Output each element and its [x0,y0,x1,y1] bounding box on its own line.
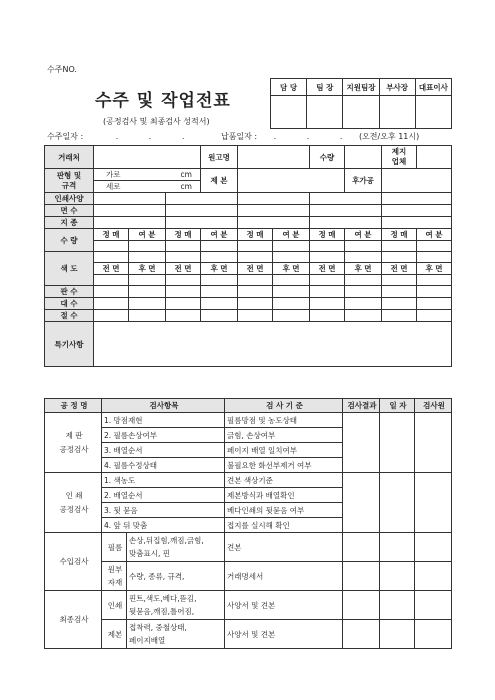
yeobun-label: 여 분 [417,229,452,241]
approval-sign-3[interactable] [343,96,379,129]
jeolsu-cell[interactable] [310,310,345,322]
front-label: 전 면 [382,263,417,275]
paper-cell[interactable] [166,217,238,229]
color-cell[interactable] [310,252,345,263]
color-cell[interactable] [345,275,382,286]
daesu-cell[interactable] [382,298,417,310]
print-spec-cell[interactable] [94,193,166,205]
height-unit: cm [180,182,192,191]
jeongmae-label: 정 매 [382,229,417,241]
jeongmae-label: 정 매 [310,229,345,241]
qty-cell[interactable] [94,241,129,252]
jeolsu-cell[interactable] [94,310,129,322]
plate-date[interactable] [380,413,415,473]
approval-sign-2[interactable] [307,96,343,129]
approval-col-3: 지원팀장 [343,79,379,96]
print-spec-cell[interactable] [382,193,452,205]
jeolsu-cell[interactable] [382,310,417,322]
plate-cell[interactable] [273,286,310,298]
film-item: 손상,뒤집힘,깨짐,긁힘, 맞춤표시, 핀 [127,533,225,562]
color-cell[interactable] [382,252,417,263]
back-label: 후 면 [129,263,166,275]
print-criteria: 접지를 실시해 확인 [225,518,343,533]
insp-header-result: 검사결과 [343,399,380,413]
insp-header-inspector: 검사원 [415,399,452,413]
daesu-cell[interactable] [238,298,273,310]
post-process-label: 후가공 [345,169,382,193]
daesu-cell[interactable] [273,298,310,310]
delivery-date-value[interactable]: . . . [273,132,357,141]
insp-header-process: 공 정 명 [45,399,102,413]
jeongmae-label: 정 매 [238,229,273,241]
plate-criteria: 필름망점 및 농도상태 [225,413,343,428]
pages-label: 면 수 [45,205,94,217]
final-print-criteria: 사양서 및 견본 [225,591,343,620]
binding-field[interactable] [238,169,345,193]
print-item: 3. 뒷 묻음 [102,503,225,518]
paper-label: 지 종 [45,217,94,229]
pages-cell[interactable] [382,205,452,217]
work-order-table [44,145,452,367]
insp-header-item: 검사항목 [102,399,225,413]
color-cell[interactable] [166,252,201,263]
qty-cell[interactable] [201,241,238,252]
front-label: 전 면 [166,263,201,275]
remarks-field[interactable] [94,322,452,367]
incoming-label: 수입검사 [45,533,102,591]
page-title: 수주 및 작업전표 [95,91,231,111]
front-label: 전 면 [310,263,345,275]
qty-cell[interactable] [238,241,273,252]
final-print-date[interactable] [380,591,415,620]
color-cell[interactable] [94,275,129,286]
raw-criteria: 거래명세서 [225,562,343,591]
final-bind-item: 접착력, 중철상태, 페이지배열 [127,620,225,649]
remarks-label: 특기사항 [45,322,94,367]
final-bind-inspector[interactable] [415,620,452,649]
color-cell[interactable] [345,252,382,263]
plate-cell[interactable] [201,286,238,298]
jeongmae-label: 정 매 [94,229,129,241]
width-unit: cm [180,170,192,179]
maker-field[interactable] [417,146,452,169]
time-note: (오전/오후 11시) [358,132,420,141]
page-subtitle: (공정검사 및 최종검사 성적서) [103,117,210,126]
plate-criteria: 불필요한 화선부제거 여부 [225,458,343,473]
insp-header-date: 일 자 [380,399,415,413]
film-criteria: 견본 [225,533,343,562]
pages-cell[interactable] [94,205,166,217]
raw-item: 수량, 종류, 규격, [127,562,225,591]
daesu-cell[interactable] [129,298,166,310]
daesu-cell[interactable] [166,298,201,310]
pages-cell[interactable] [238,205,310,217]
plate-item: 2. 필름손상여부 [102,428,225,443]
order-number-label: 수주NO. [47,65,77,74]
color-cell[interactable] [273,275,310,286]
raw-label: 원부 자재 [102,562,127,591]
plate-cell[interactable] [129,286,166,298]
color-cell[interactable] [382,275,417,286]
approval-col-5: 대표이사 [415,79,451,96]
qty-cell[interactable] [273,241,310,252]
print-result[interactable] [343,473,380,533]
final-print-inspector[interactable] [415,591,452,620]
qty-cell[interactable] [417,241,452,252]
back-label: 후 면 [201,263,238,275]
plate-cell[interactable] [238,286,273,298]
plate-cell[interactable] [417,286,452,298]
plate-item: 1. 망점재현 [102,413,225,428]
film-inspector[interactable] [415,533,452,562]
yeobun-label: 여 분 [345,229,382,241]
pages-cell[interactable] [310,205,382,217]
width-field[interactable] [94,169,201,181]
daesu-cell[interactable] [417,298,452,310]
daesu-cell[interactable] [201,298,238,310]
jeongmae-label: 정 매 [166,229,201,241]
qty-cell[interactable] [382,241,417,252]
daesu-cell[interactable] [94,298,129,310]
post-process-field[interactable] [382,169,452,193]
qty-cell[interactable] [345,241,382,252]
raw-result[interactable] [343,562,380,591]
final-print-result[interactable] [343,591,380,620]
approval-col-4: 부사장 [379,79,415,96]
color-label: 색 도 [45,252,94,286]
approval-col-2: 팀 장 [307,79,343,96]
insp-header-criteria: 검 사 기 준 [225,399,343,413]
plate-inspector[interactable] [415,413,452,473]
raw-date[interactable] [380,562,415,591]
color-cell[interactable] [201,252,238,263]
plate-cell[interactable] [166,286,201,298]
jeolsu-cell[interactable] [273,310,310,322]
print-item: 4. 앞 뒤 맞춤 [102,518,225,533]
client-label: 거래처 [45,146,94,169]
print-item: 1. 색농도 [102,473,225,488]
approval-col-1: 담 당 [271,79,307,96]
back-label: 후 면 [345,263,382,275]
pages-cell[interactable] [166,205,238,217]
jeolsu-cell[interactable] [166,310,201,322]
final-label: 최종검사 [45,591,102,649]
print-criteria: 베다인쇄의 뒷묻음 여부 [225,503,343,518]
color-cell[interactable] [166,275,201,286]
delivery-date-label: 납품일자 : [220,132,258,141]
print-criteria: 견본 색상기준 [225,473,343,488]
plate-cell[interactable] [382,286,417,298]
print-spec-label: 인쇄사양 [45,193,94,205]
yeobun-label: 여 분 [201,229,238,241]
order-date-value[interactable]: . . . [115,132,199,141]
format-label: 판형 및 규격 [45,169,94,193]
front-label: 전 면 [238,263,273,275]
manuscript-field[interactable] [238,146,310,169]
plate-item: 3. 배열순서 [102,443,225,458]
approval-table [270,78,452,129]
plate-count-label: 판 수 [45,286,94,298]
daesu-cell[interactable] [345,298,382,310]
color-cell[interactable] [273,252,310,263]
print-inspector[interactable] [415,473,452,533]
maker-label: 제지 업체 [382,146,417,169]
print-spec-cell[interactable] [166,193,238,205]
approval-sign-5[interactable] [415,96,451,129]
final-print-item: 핀트,색도,베다,뜯김, 뒷묻음,깨짐,틀어짐, [127,591,225,620]
final-bind-date[interactable] [380,620,415,649]
client-field[interactable] [94,146,201,169]
quantity-field[interactable] [345,146,382,169]
qty-label: 수 량 [45,229,94,252]
color-cell[interactable] [417,275,452,286]
raw-inspector[interactable] [415,562,452,591]
width-label: 가로 [106,170,121,179]
print-date[interactable] [380,473,415,533]
qty-cell[interactable] [310,241,345,252]
print-process-label: 인 쇄 공정검사 [45,473,102,533]
plate-process-label: 제 판 공정검사 [45,413,102,473]
plate-criteria: 긁힘, 손상여부 [225,428,343,443]
daesu-label: 대 수 [45,298,94,310]
front-label: 전 면 [94,263,129,275]
plate-cell[interactable] [310,286,345,298]
jeolsu-cell[interactable] [238,310,273,322]
color-cell[interactable] [129,252,166,263]
print-criteria: 제본방식과 배열확인 [225,488,343,503]
yeobun-label: 여 분 [273,229,310,241]
plate-result[interactable] [343,413,380,473]
paper-cell[interactable] [310,217,382,229]
approval-sign-1[interactable] [271,96,307,129]
print-spec-cell[interactable] [310,193,382,205]
color-cell[interactable] [201,275,238,286]
film-date[interactable] [380,533,415,562]
color-cell[interactable] [417,252,452,263]
binding-label: 제 본 [201,169,238,193]
height-field[interactable] [94,181,201,193]
qty-cell[interactable] [166,241,201,252]
paper-cell[interactable] [94,217,166,229]
jeolsu-cell[interactable] [345,310,382,322]
jeolsu-label: 절 수 [45,310,94,322]
plate-cell[interactable] [94,286,129,298]
color-cell[interactable] [238,275,273,286]
color-cell[interactable] [310,275,345,286]
final-bind-label: 제본 [102,620,127,649]
paper-cell[interactable] [238,217,310,229]
yeobun-label: 여 분 [129,229,166,241]
final-bind-criteria: 사양서 및 견본 [225,620,343,649]
plate-cell[interactable] [345,286,382,298]
inspection-table [44,398,452,649]
print-spec-cell[interactable] [238,193,310,205]
plate-criteria: 페이지 배열 일치여부 [225,443,343,458]
quantity-label: 수량 [310,146,345,169]
film-label: 필름 [102,533,127,562]
jeolsu-cell[interactable] [201,310,238,322]
plate-item: 4. 필름수정상태 [102,458,225,473]
jeolsu-cell[interactable] [417,310,452,322]
color-cell[interactable] [94,252,129,263]
manuscript-label: 원고명 [201,146,238,169]
paper-cell[interactable] [382,217,452,229]
daesu-cell[interactable] [310,298,345,310]
height-label: 세로 [106,182,121,191]
color-cell[interactable] [129,275,166,286]
film-result[interactable] [343,533,380,562]
order-date-label: 수주일자 : [47,132,84,141]
final-print-label: 인쇄 [102,591,127,620]
final-bind-result[interactable] [343,620,380,649]
back-label: 후 면 [417,263,452,275]
print-item: 2. 배열순서 [102,488,225,503]
qty-cell[interactable] [129,241,166,252]
color-cell[interactable] [238,252,273,263]
approval-sign-4[interactable] [379,96,415,129]
jeolsu-cell[interactable] [129,310,166,322]
date-line [47,131,467,142]
back-label: 후 면 [273,263,310,275]
